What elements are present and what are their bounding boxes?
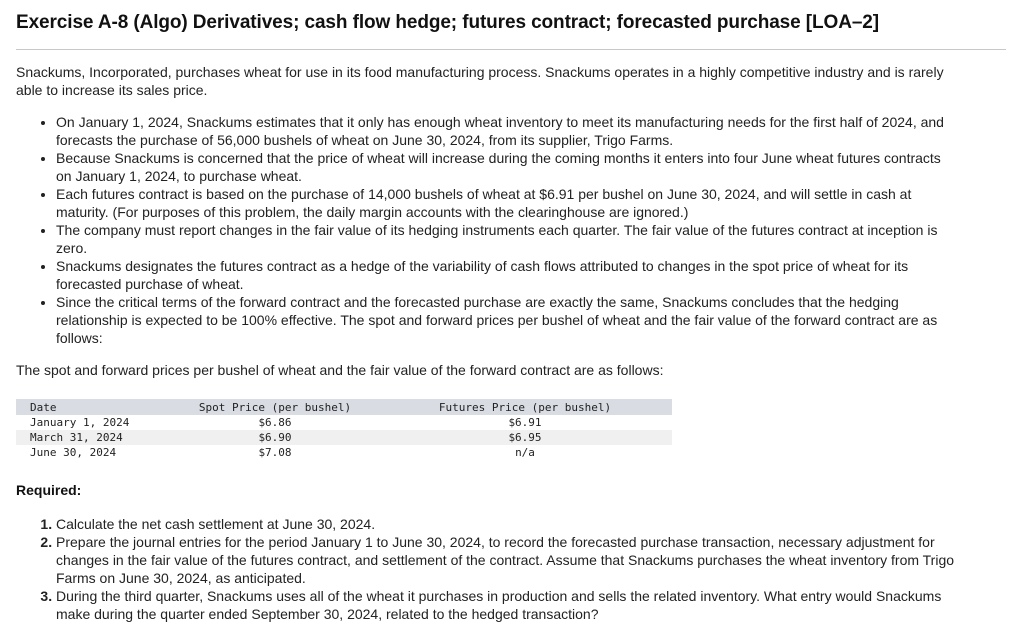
table-header-row xyxy=(16,399,672,415)
required-heading: Required: xyxy=(16,482,82,498)
fact-item: • Snackums designates the futures contract as a hedge of the variability of cash flows attributed to changes in the spot price of wheat for its forecasted purchase of wheat. xyxy=(56,257,956,293)
fact-item: • On January 1, 2024, Snackums estimates that it only has enough wheat inventory to meet its manufacturing needs for the first half of 2024, and forecasts the purchase of 56,000 bushels of wheat on June 30, 2024, from its supplier, Trigo Farms. xyxy=(56,113,956,149)
exercise-title: Exercise A-8 (Algo) Derivatives; cash flow hedge; futures contract; forecasted purchase [LOA–2] xyxy=(16,12,1006,50)
table-row xyxy=(16,430,672,445)
fact-item: • Each futures contract is based on the purchase of 14,000 bushels of wheat at $6.91 per bushel on June 30, 2024, and will settle in cash at maturity. (For purposes of this problem, the daily margin accounts with the clearinghouse are ignored.) xyxy=(56,185,956,221)
cell-futures: $6.95 xyxy=(378,430,672,445)
fact-item: • Because Snackums is concerned that the price of wheat will increase during the coming months it enters into four June wheat futures contracts on January 1, 2024, to purchase wheat. xyxy=(56,149,956,185)
column-header-futures: Futures Price (per bushel) xyxy=(378,399,672,415)
cell-spot: $6.90 xyxy=(172,430,378,445)
cell-spot: $7.08 xyxy=(258,446,292,459)
exercise-page xyxy=(16,12,1006,623)
price-table xyxy=(16,399,672,460)
cell-futures: $6.91 xyxy=(508,416,542,429)
fact-item: • The company must report changes in the fair value of its hedging instruments each quarter. The fair value of the futures contract at inception is zero. xyxy=(56,221,956,257)
table-row xyxy=(16,445,672,460)
requirements-list xyxy=(16,515,966,623)
cell-date: June 30, 2024 xyxy=(30,446,117,459)
requirement-item: 1. Calculate the net cash settlement at June 30, 2024. xyxy=(56,515,966,533)
cell-spot: $6.86 xyxy=(258,416,292,429)
column-header-date: Date xyxy=(16,399,172,415)
facts-list xyxy=(16,113,956,347)
intro-paragraph: Snackums, Incorporated, purchases wheat for use in its food manufacturing process. Snackums operates in a highly competitive industry and is rarely able to increase its sales price. xyxy=(16,64,944,98)
cell-futures: n/a xyxy=(515,446,535,459)
requirement-item: 2. Prepare the journal entries for the period January 1 to June 30, 2024, to record the forecasted purchase transaction, necessary adjustment for changes in the fair value of the futures contract, and settlement of the contract. Assume that Snackums purchases the wheat inventory from Trigo Farms on June 30, 2024, as anticipated. xyxy=(56,533,966,587)
table-row xyxy=(16,415,672,430)
fact-item: • Since the critical terms of the forward contract and the forecasted purchase are exactly the same, Snackums concludes that the hedging relationship is expected to be 100% effective. The spot and forward prices per bushel of wheat and the fair value of the forward contract are as follows: xyxy=(56,293,956,347)
cell-date: March 31, 2024 xyxy=(16,430,172,445)
requirement-item: 3. During the third quarter, Snackums uses all of the wheat it purchases in production and sells the related inventory. What entry would Snackums make during the quarter ended September 30, 2024, related to the hedged transaction? xyxy=(56,587,966,623)
table-intro: The spot and forward prices per bushel of wheat and the fair value of the forward contract are as follows: xyxy=(16,362,664,378)
cell-date: January 1, 2024 xyxy=(30,416,130,429)
column-header-spot: Spot Price (per bushel) xyxy=(172,399,378,415)
